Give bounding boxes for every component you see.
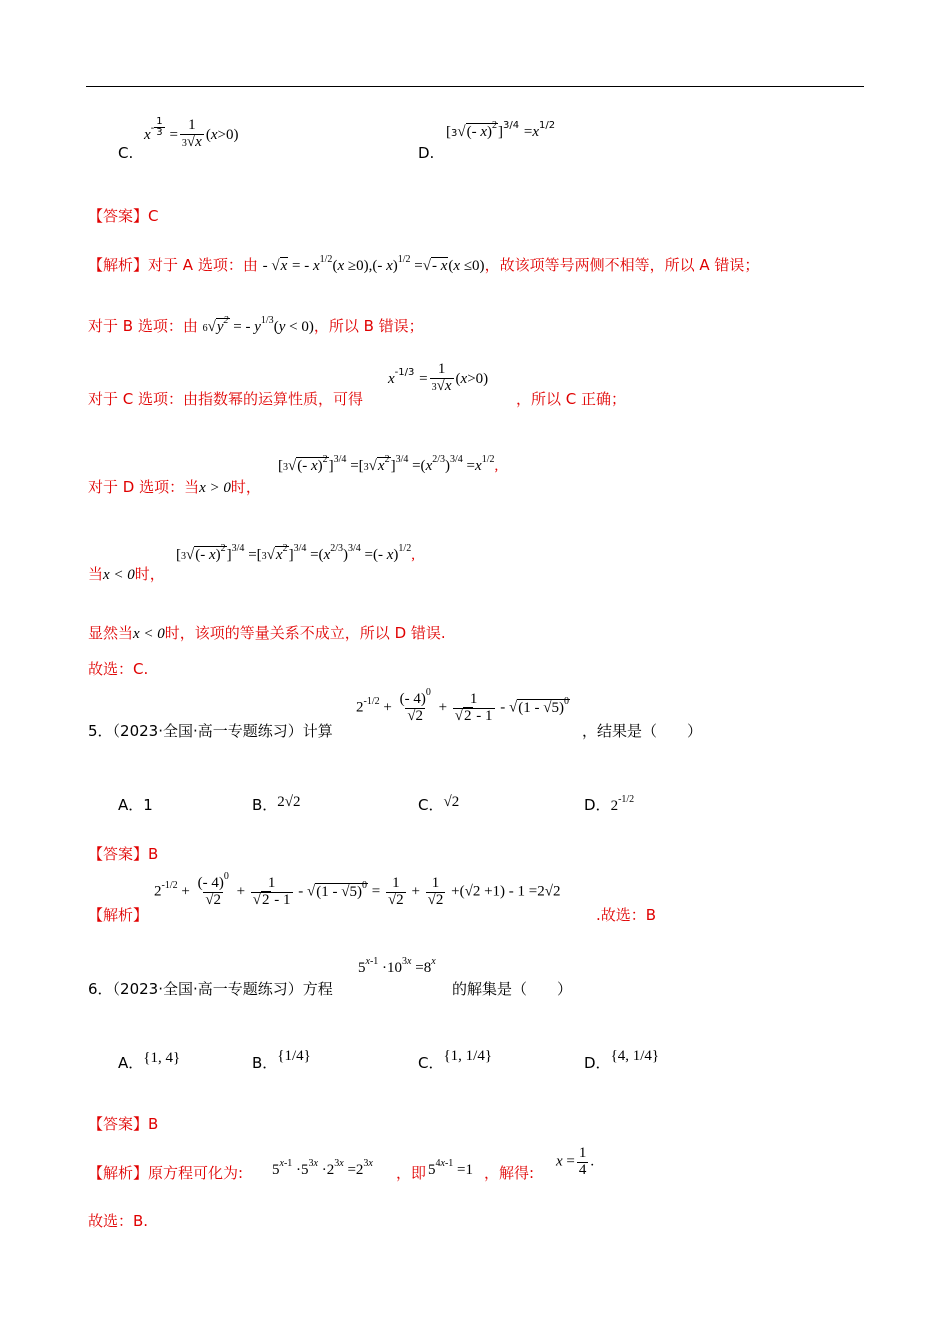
header-rule [86, 86, 864, 87]
q6-exp-formula-1: $5^{x-1} \cdot 5^{3x} \cdot 2^{3x} =2^{3x}$ [272, 1158, 373, 1178]
option-d-formula: [3√(- $x)^2]^{3/4} =x^{1/2}$ [446, 120, 556, 140]
q5-tail: ，结果是（ ） [582, 722, 703, 740]
q6-exp-formula-2: $5^{4x-1} =1$ [428, 1158, 474, 1178]
q6-number: 6． [88, 980, 113, 998]
q6-stem [88, 978, 333, 999]
q4-exp-d2-formula: [3√(- $x)^2]^{3/4} =[3√x^2]^{3/4} =(x^{2/3})^{3/4}$ =(- x)$^{1/2}$, [176, 543, 415, 563]
q6-exp-solution: x = $\frac{1}{4}$ . [556, 1145, 595, 1178]
q4-exp-a [88, 254, 759, 275]
q4-answer: 【答案】C [88, 207, 159, 225]
q4-exp-b-post: ，所以 B 错误； [313, 317, 424, 335]
q4-exp-b [88, 315, 424, 336]
q6-option-d[interactable] [584, 1048, 660, 1073]
q4-exp-c [88, 388, 363, 409]
q4-exp-d-formula: [3√(- $x)^2]^{3/4} =[3√x^2]^{3/4} =(x^{2/3})^{3/4} =x^{1/2}$, [278, 454, 499, 474]
q5-option-c-value: √2 [443, 794, 460, 810]
q4-exp-d2-mid: 时， [134, 565, 165, 583]
q6-answer: 【答案】B [88, 1115, 159, 1133]
q5-option-a-label: A． [118, 796, 144, 814]
option-d-label: D. [418, 144, 435, 162]
q5-option-d-label: D． [584, 796, 611, 814]
q4-exp-c-pre: 对于 C 选项：由指数幂的运算性质，可得 [88, 390, 364, 408]
q6-option-a[interactable] [118, 1052, 180, 1073]
q4-exp-label: 【解析】 [88, 256, 149, 274]
q6-source: （2023·全国·高一专题练习）方程 [112, 980, 333, 998]
q5-exp-formula: $2^{-1/2}$ + $\frac{(- 4)^0}{√2}$ + $\frac{1}{√2 - 1}$ - √(1 - √5)$^0$ = $\frac{1}{√2}$ + $\frac{1}{√2}$ +(√2 +1) - 1 =2√2 [154, 871, 561, 908]
q6-exp-mid2: ，解得: [484, 1164, 535, 1182]
q4-exp-d2-pre: 当 [88, 565, 104, 583]
q4-exp-a-post: ，故该项等号两侧不相等，所以 A 错误； [484, 256, 760, 274]
q6-option-b[interactable] [252, 1048, 311, 1073]
q5-option-d[interactable] [584, 794, 634, 815]
q5-option-c-label: C． [418, 796, 444, 814]
q5-option-d-value: 2 [610, 798, 619, 814]
q6-exp-mid: ，即 [396, 1164, 427, 1182]
q4-exp-d2-cond: x < 0 [103, 567, 135, 583]
q4-exp-a-pre: 对于 A 选项：由 [148, 256, 258, 274]
q5-stem [88, 720, 333, 741]
q6-option-b-label: B． [252, 1054, 278, 1072]
q4-exp-d [88, 476, 261, 497]
q6-equation: $5^{x-1} \cdot 10^{3x} =8^x$ [358, 956, 436, 976]
q5-option-b[interactable] [252, 794, 301, 815]
q6-tail: 的解集是（ ） [452, 980, 573, 998]
q5-option-b-value: 2√2 [277, 794, 301, 810]
q6-exp-end: . [590, 1153, 595, 1170]
option-c-formula: $x^{- \frac{1}{3}}$ = $\frac{1}{3√x}$ (x>0) [144, 115, 239, 150]
q4-exp-d2 [88, 563, 165, 584]
option-c-label: C. [118, 144, 134, 162]
q5-option-a[interactable] [118, 794, 153, 815]
q6-option-d-value: {4, 1/4} [610, 1048, 660, 1064]
q5-number: 5． [88, 722, 113, 740]
q4-exp-d3-cond: x < 0 [133, 626, 165, 642]
q5-exp-tail: .故选：B [596, 906, 657, 924]
q6-exp-pre: 【解析】原方程可化为: [88, 1164, 244, 1182]
q5-option-b-label: B． [252, 796, 278, 814]
q6-option-d-label: D． [584, 1054, 611, 1072]
q4-exp-d3-post: 时，该项的等量关系不成立，所以 D 错误. [164, 624, 446, 642]
q6-option-c-value: {1, 1/4} [443, 1048, 493, 1064]
q6-option-a-value: {1, 4} [143, 1050, 181, 1066]
q4-conclusion: 故选：C. [88, 660, 149, 678]
q5-option-a-value: 1 [143, 796, 153, 814]
q6-option-b-value: {1/4} [277, 1048, 311, 1064]
q5-answer: 【答案】B [88, 845, 159, 863]
q4-exp-d3 [88, 622, 446, 643]
q4-exp-c-post: ，所以 C 正确； [516, 390, 627, 408]
q5-option-d-exponent: -1/2 [618, 794, 635, 805]
q4-exp-c-formula: $x^{-1/3}$ = $\frac{1}{3√x}$ (x>0) [388, 361, 489, 394]
q5-source: （2023·全国·高一专题练习）计算 [112, 722, 333, 740]
q5-option-c[interactable] [418, 794, 459, 815]
q6-option-c-label: C． [418, 1054, 444, 1072]
q4-exp-b-formula: $6√y^2$ = - $y^{1/3}(y < 0)$ [202, 315, 314, 335]
q6-option-c[interactable] [418, 1048, 493, 1073]
q4-exp-d-cond: x > 0 [199, 480, 231, 496]
q4-exp-d3-pre: 显然当 [88, 624, 134, 642]
q4-exp-a-formula: - √x = - $x^{1/2}(x \ge 0),(-$ x)$^{1/2}$ =√- x(x ≤0) [262, 254, 485, 274]
q4-exp-d-mid: 时， [230, 478, 261, 496]
q4-exp-d-pre: 对于 D 选项：当 [88, 478, 200, 496]
q5-expression: $2^{-1/2}$ + $\frac{(- 4)^0}{√2}$ + $\frac{1}{√2 - 1}$ - √(1 - √5)$^0$ [356, 687, 569, 724]
q5-exp-label: 【解析】 [88, 906, 149, 924]
q4-exp-b-pre: 对于 B 选项：由 [88, 317, 198, 335]
q6-conclusion: 故选：B. [88, 1212, 149, 1230]
q6-option-a-label: A． [118, 1054, 144, 1072]
